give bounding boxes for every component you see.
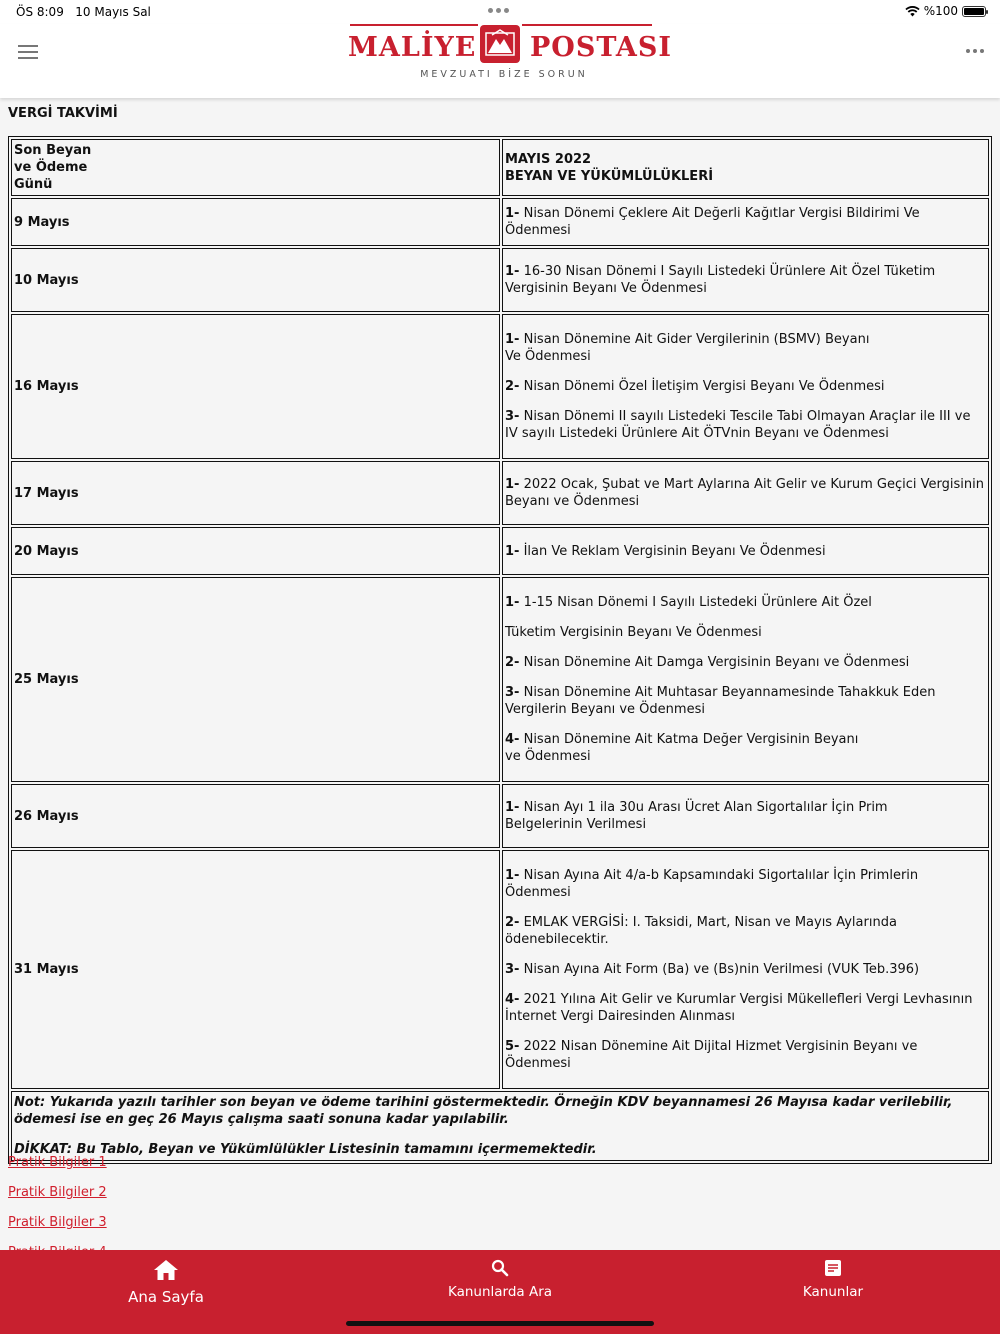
- table-row: [11, 461, 989, 525]
- date-cell: 26 Mayıs: [11, 784, 500, 848]
- tab-label: Kanunlarda Ara: [447, 1284, 553, 1300]
- document-icon: [824, 1258, 842, 1278]
- table-row: [11, 198, 989, 246]
- date-cell: 25 Mayıs: [11, 577, 500, 782]
- status-right: [905, 4, 986, 18]
- obligation-cell: 1- 16-30 Nisan Dönemi I Sayılı Listedeki Ürünlere Ait Özel Tüketim Vergisinin Beyanı Ve Ödenmesi: [502, 248, 989, 312]
- app-header: [0, 24, 1000, 98]
- logo-tagline: MEVZUATI BİZE SORUN: [420, 69, 588, 80]
- warning-text: DİKKAT: Bu Tablo, Beyan ve Yükümlülükler Listesinin tamamını içermemektedir.: [14, 1142, 597, 1157]
- date-cell: 10 Mayıs: [11, 248, 500, 312]
- obligation-cell: 1- 1-15 Nisan Dönemi I Sayılı Listedeki Ürünlere Ait Özel Tüketim Vergisinin Beyanı Ve Ödenmesi 2- Nisan Dönemine Ait Damga Vergisinin Beyanı ve Ödenmesi 3- Nisan Dönemine Ait Muhtasar Beyannamesinde Tahakkuk Eden Vergilerin Beyanı ve Ödenmesi 4- Nisan Dönemine Ait Katma Değer Vergisinin Beyanı ve Ödenmesi: [502, 577, 989, 782]
- tab-ana-sayfa[interactable]: [66, 1258, 266, 1306]
- home-icon: [153, 1258, 179, 1282]
- link-pratik-bilgiler-1[interactable]: Pratik Bilgiler 1: [8, 1155, 107, 1170]
- date-cell: 16 Mayıs: [11, 314, 500, 459]
- table-row: [11, 314, 989, 459]
- obligation-cell: 1- 2022 Ocak, Şubat ve Mart Aylarına Ait Gelir ve Kurum Geçici Vergisinin Beyanı ve Ödenmesi: [502, 461, 989, 525]
- table-row: [11, 527, 989, 575]
- link-pratik-bilgiler-2[interactable]: Pratik Bilgiler 2: [8, 1185, 107, 1200]
- table-header-row: [11, 139, 989, 196]
- tab-kanunlarda-ara[interactable]: [400, 1258, 600, 1300]
- wifi-icon: [905, 6, 920, 17]
- logo-text-right: POSTASI: [530, 32, 673, 63]
- date-cell: 9 Mayıs: [11, 198, 500, 246]
- home-indicator[interactable]: [346, 1321, 654, 1326]
- tab-kanunlar[interactable]: [733, 1258, 933, 1300]
- logo-emblem-icon: [480, 25, 520, 63]
- search-icon: [491, 1258, 509, 1278]
- date-cell: 31 Mayıs: [11, 850, 500, 1089]
- maliye-postasi-logo[interactable]: [346, 24, 673, 98]
- multitask-dots-icon[interactable]: [488, 8, 509, 13]
- more-options-icon[interactable]: [966, 49, 984, 53]
- table-row: [11, 850, 989, 1089]
- table-row: [11, 577, 989, 782]
- page-content[interactable]: [0, 98, 1000, 1250]
- date-cell: 17 Mayıs: [11, 461, 500, 525]
- note-cell: [11, 1091, 989, 1161]
- tab-label: Ana Sayfa: [128, 1288, 204, 1306]
- status-bar: [0, 0, 1000, 24]
- hamburger-menu-icon[interactable]: [18, 45, 38, 59]
- status-time: ÖS 8:09 10 Mayıs Sal: [16, 5, 151, 19]
- obligation-cell: 1- İlan Ve Reklam Vergisinin Beyanı Ve Ödenmesi: [502, 527, 989, 575]
- link-pratik-bilgiler-3[interactable]: Pratik Bilgiler 3: [8, 1215, 107, 1230]
- date-cell: 20 Mayıs: [11, 527, 500, 575]
- tab-label: Kanunlar: [802, 1284, 864, 1300]
- battery-icon: [962, 6, 986, 17]
- tax-calendar-table: [8, 136, 992, 1164]
- obligation-cell: 1- Nisan Ayı 1 ila 30u Arası Ücret Alan Sigortalılar İçin Prim Belgelerinin Verilmesi: [502, 784, 989, 848]
- header-cell-date: Son Beyan ve Ödeme Günü: [11, 139, 500, 196]
- battery-percent: %100: [923, 4, 958, 18]
- logo-text-left: MALİYE: [348, 32, 477, 63]
- page-title: VERGİ TAKVİMİ: [8, 106, 118, 121]
- obligation-cell: 1- Nisan Dönemine Ait Gider Vergilerinin (BSMV) Beyanı Ve Ödenmesi 2- Nisan Dönemi Özel İletişim Vergisi Beyanı Ve Ödenmesi 3- Nisan Dönemi II sayılı Listedeki Tescile Tabi Olmayan Araçlar ile III ve IV sayılı Listedeki Ürünlere Ait ÖTVnin Beyanı ve Ödenmesi: [502, 314, 989, 459]
- bottom-tab-bar: [0, 1250, 1000, 1334]
- table-row: [11, 784, 989, 848]
- table-row: [11, 248, 989, 312]
- header-cell-obligations: MAYIS 2022 BEYAN VE YÜKÜMLÜLÜKLERİ: [502, 139, 989, 196]
- obligation-cell: 1- Nisan Ayına Ait 4/a-b Kapsamındaki Sigortalılar İçin Primlerin Ödenmesi 2- EMLAK VERGİSİ: I. Taksidi, Mart, Nisan ve Mayıs Aylarında ödenebilecektir. 3- Nisan Ayına Ait Form (Ba) ve (Bs)nin Verilmesi (VUK Teb.396) 4- 2021 Yılına Ait Gelir ve Kurumlar Vergisi Mükellefleri Vergi Levhasının İnternet Vergi Dairesinden Alınması 5- 2022 Nisan Dönemine Ait Dijital Hizmet Vergisinin Beyanı ve Ödenmesi: [502, 850, 989, 1089]
- table-note-row: [11, 1091, 989, 1161]
- obligation-cell: 1- Nisan Dönemi Çeklere Ait Değerli Kağıtlar Vergisi Bildirimi Ve Ödenmesi: [502, 198, 989, 246]
- note-text: Not: Yukarıda yazılı tarihler son beyan ve ödeme tarihini göstermektedir. Örneğin KDV beyannamesi 26 Mayısa kadar verilebilir, ödemesi ise en geç 26 Mayıs çalışma saati sonuna kadar yapılabilir.: [14, 1095, 953, 1127]
